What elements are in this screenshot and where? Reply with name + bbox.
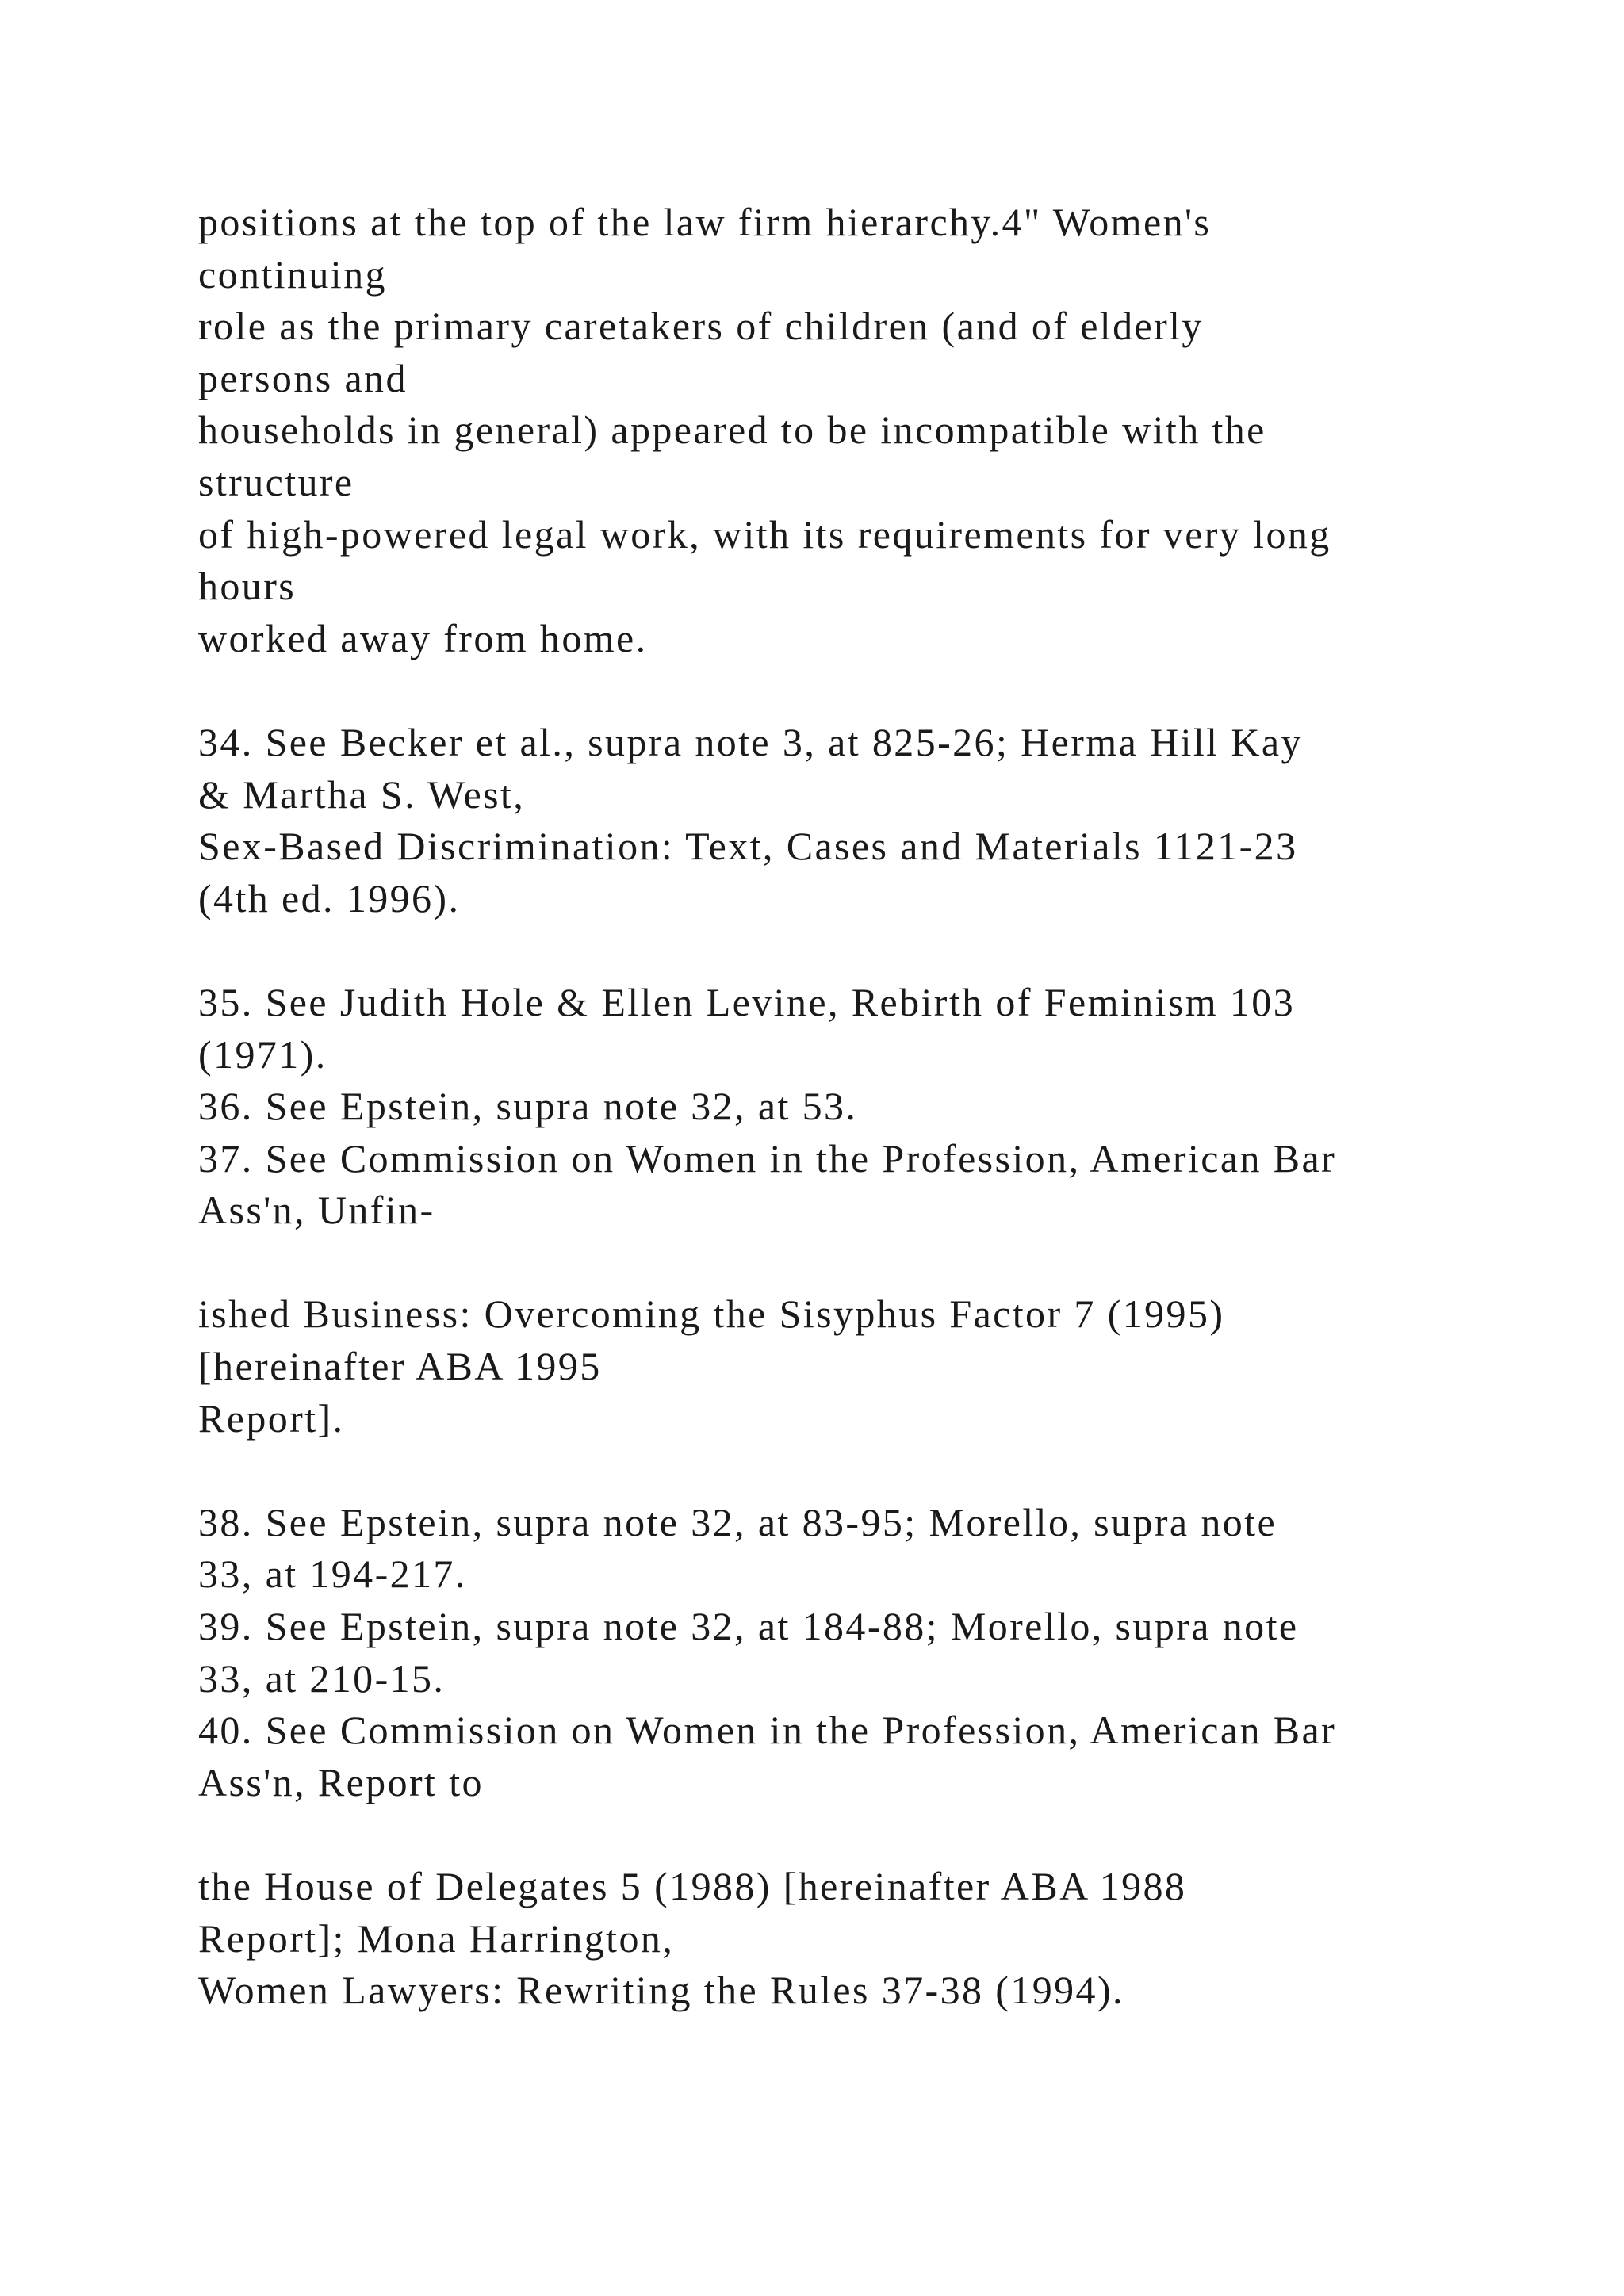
text-line: of high-powered legal work, with its requirements for very long bbox=[198, 511, 1331, 557]
footnote-line: ished Business: Overcoming the Sisyphus Factor 7 (1995) bbox=[198, 1292, 1225, 1337]
footnote-line: (1971). bbox=[198, 1031, 327, 1077]
footnote-line: Report]; Mona Harrington, bbox=[198, 1915, 675, 1961]
text-line: persons and bbox=[198, 355, 408, 400]
blank-line bbox=[198, 1445, 1546, 1497]
text-line: structure bbox=[198, 459, 354, 504]
footnote-line: 36. See Epstein, supra note 32, at 53. bbox=[198, 1084, 858, 1129]
footnote-line: 33, at 194-217. bbox=[198, 1552, 467, 1597]
footnote-line: [hereinafter ABA 1995 bbox=[198, 1344, 602, 1389]
footnote-line: 40. See Commission on Women in the Profession, American Bar bbox=[198, 1708, 1337, 1753]
text-line: continuing bbox=[198, 251, 387, 297]
footnote-line: 33, at 210-15. bbox=[198, 1655, 446, 1701]
footnote-line: Ass'n, Unfin- bbox=[198, 1188, 435, 1233]
text-line: hours bbox=[198, 564, 297, 609]
footnote-line: 39. See Epstein, supra note 32, at 184-88; Morello, supra note bbox=[198, 1604, 1299, 1649]
footnote-line: the House of Delegates 5 (1988) [hereinafter ABA 1988 bbox=[198, 1864, 1187, 1908]
footnote-line: 37. See Commission on Women in the Profession, American Bar bbox=[198, 1135, 1337, 1181]
blank-line bbox=[198, 664, 1546, 717]
blank-line bbox=[198, 924, 1546, 977]
text-line: positions at the top of the law firm hierarchy.4" Women's bbox=[198, 200, 1212, 244]
text-line: worked away from home. bbox=[198, 615, 648, 660]
blank-line bbox=[198, 1808, 1546, 1861]
footnote-line: 38. See Epstein, supra note 32, at 83-95; Morello, supra note bbox=[198, 1499, 1277, 1544]
footnote-line: 34. See Becker et al., supra note 3, at 825-26; Herma Hill Kay bbox=[198, 719, 1303, 764]
document-body bbox=[198, 197, 1546, 2017]
text-line: role as the primary caretakers of children (and of elderly bbox=[198, 304, 1204, 349]
footnote-line: Sex-Based Discrimination: Text, Cases and Materials 1121-23 bbox=[198, 824, 1298, 869]
footnote-line: & Martha S. West, bbox=[198, 771, 526, 817]
footnote-line: (4th ed. 1996). bbox=[198, 875, 461, 920]
footnote-line: Women Lawyers: Rewriting the Rules 37-38 (1994). bbox=[198, 1968, 1124, 2013]
footnote-line: Ass'n, Report to bbox=[198, 1759, 484, 1804]
text-line: households in general) appeared to be incompatible with the bbox=[198, 408, 1266, 453]
blank-line bbox=[198, 1237, 1546, 1289]
footnote-line: 35. See Judith Hole & Ellen Levine, Rebirth of Feminism 103 bbox=[198, 979, 1296, 1024]
footnote-line: Report]. bbox=[198, 1395, 345, 1441]
